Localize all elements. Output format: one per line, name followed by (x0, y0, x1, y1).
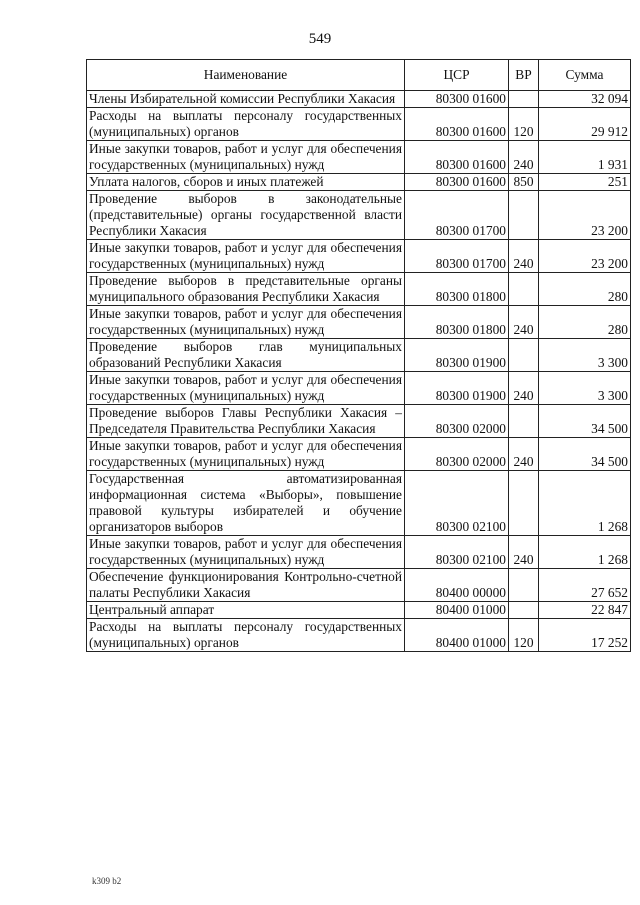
cell-sum: 1 268 (539, 536, 631, 569)
cell-sum: 3 300 (539, 372, 631, 405)
cell-csr: 80400 00000 (405, 569, 509, 602)
table-body (87, 91, 631, 652)
cell-name: Проведение выборов Главы Республики Хакасия – Председателя Правительства Республики Хакасия (87, 405, 405, 438)
cell-csr: 80300 02100 (405, 471, 509, 536)
cell-vr: 240 (509, 240, 539, 273)
table-row (87, 438, 631, 471)
cell-name: Центральный аппарат (87, 602, 405, 619)
cell-csr: 80300 01800 (405, 306, 509, 339)
cell-vr (509, 339, 539, 372)
cell-name: Иные закупки товаров, работ и услуг для обеспечения государственных (муниципальных) нужд (87, 240, 405, 273)
cell-vr: 240 (509, 438, 539, 471)
cell-sum: 32 094 (539, 91, 631, 108)
cell-name: Иные закупки товаров, работ и услуг для обеспечения государственных (муниципальных) нужд (87, 141, 405, 174)
cell-csr: 80300 01900 (405, 372, 509, 405)
cell-name: Уплата налогов, сборов и иных платежей (87, 174, 405, 191)
cell-csr: 80300 01600 (405, 174, 509, 191)
cell-sum: 29 912 (539, 108, 631, 141)
cell-sum: 22 847 (539, 602, 631, 619)
table-row (87, 91, 631, 108)
table-row (87, 536, 631, 569)
cell-vr: 120 (509, 108, 539, 141)
table-header-row (87, 60, 631, 91)
table-row (87, 471, 631, 536)
table-row (87, 619, 631, 652)
cell-sum: 251 (539, 174, 631, 191)
cell-csr: 80300 02000 (405, 405, 509, 438)
cell-sum: 23 200 (539, 191, 631, 240)
cell-sum: 280 (539, 273, 631, 306)
cell-csr: 80400 01000 (405, 619, 509, 652)
cell-vr: 120 (509, 619, 539, 652)
cell-vr (509, 569, 539, 602)
table-row (87, 602, 631, 619)
cell-name: Иные закупки товаров, работ и услуг для обеспечения государственных (муниципальных) нужд (87, 438, 405, 471)
cell-vr (509, 191, 539, 240)
cell-sum: 17 252 (539, 619, 631, 652)
header-vr: ВР (509, 60, 539, 91)
cell-vr: 240 (509, 141, 539, 174)
cell-sum: 34 500 (539, 438, 631, 471)
cell-name: Расходы на выплаты персоналу государственных (муниципальных) органов (87, 619, 405, 652)
header-sum: Сумма (539, 60, 631, 91)
table-row (87, 372, 631, 405)
cell-sum: 1 268 (539, 471, 631, 536)
cell-name: Проведение выборов в представительные органы муниципального образования Республики Хакасия (87, 273, 405, 306)
cell-csr: 80300 01700 (405, 191, 509, 240)
cell-name: Иные закупки товаров, работ и услуг для обеспечения государственных (муниципальных) нужд (87, 306, 405, 339)
cell-name: Иные закупки товаров, работ и услуг для обеспечения государственных (муниципальных) нужд (87, 536, 405, 569)
cell-csr: 80300 01700 (405, 240, 509, 273)
cell-csr: 80300 02100 (405, 536, 509, 569)
table-row (87, 339, 631, 372)
cell-vr: 240 (509, 306, 539, 339)
footer-code: k309 b2 (92, 876, 122, 886)
cell-csr: 80300 01600 (405, 108, 509, 141)
cell-name: Обеспечение функционирования Контрольно-счетной палаты Республики Хакасия (87, 569, 405, 602)
cell-csr: 80400 01000 (405, 602, 509, 619)
cell-csr: 80300 01600 (405, 141, 509, 174)
table-row (87, 108, 631, 141)
cell-vr (509, 91, 539, 108)
table-row (87, 191, 631, 240)
cell-vr (509, 273, 539, 306)
table-row (87, 141, 631, 174)
cell-vr: 240 (509, 536, 539, 569)
cell-vr (509, 602, 539, 619)
cell-sum: 3 300 (539, 339, 631, 372)
table-row (87, 569, 631, 602)
header-name: Наименование (87, 60, 405, 91)
table-row (87, 306, 631, 339)
cell-name: Проведение выборов в законодательные (представительные) органы государственной власти Республики Хакасия (87, 191, 405, 240)
cell-sum: 280 (539, 306, 631, 339)
cell-name: Расходы на выплаты персоналу государственных (муниципальных) органов (87, 108, 405, 141)
cell-vr: 240 (509, 372, 539, 405)
cell-csr: 80300 01800 (405, 273, 509, 306)
table-row (87, 174, 631, 191)
table-row (87, 405, 631, 438)
cell-sum: 27 652 (539, 569, 631, 602)
cell-sum: 1 931 (539, 141, 631, 174)
cell-name: Проведение выборов глав муниципальных образований Республики Хакасия (87, 339, 405, 372)
cell-csr: 80300 02000 (405, 438, 509, 471)
table-row (87, 240, 631, 273)
page-number: 549 (308, 31, 332, 47)
cell-name: Иные закупки товаров, работ и услуг для обеспечения государственных (муниципальных) нужд (87, 372, 405, 405)
header-csr: ЦСР (405, 60, 509, 91)
cell-name: Государственная автоматизированная информационная система «Выборы», повышение правовой культуры избирателей и обучение организаторов выборов (87, 471, 405, 536)
budget-table (86, 59, 631, 652)
cell-sum: 34 500 (539, 405, 631, 438)
cell-vr: 850 (509, 174, 539, 191)
cell-csr: 80300 01600 (405, 91, 509, 108)
cell-vr (509, 471, 539, 536)
cell-csr: 80300 01900 (405, 339, 509, 372)
table-row (87, 273, 631, 306)
cell-vr (509, 405, 539, 438)
cell-sum: 23 200 (539, 240, 631, 273)
cell-name: Члены Избирательной комиссии Республики Хакасия (87, 91, 405, 108)
